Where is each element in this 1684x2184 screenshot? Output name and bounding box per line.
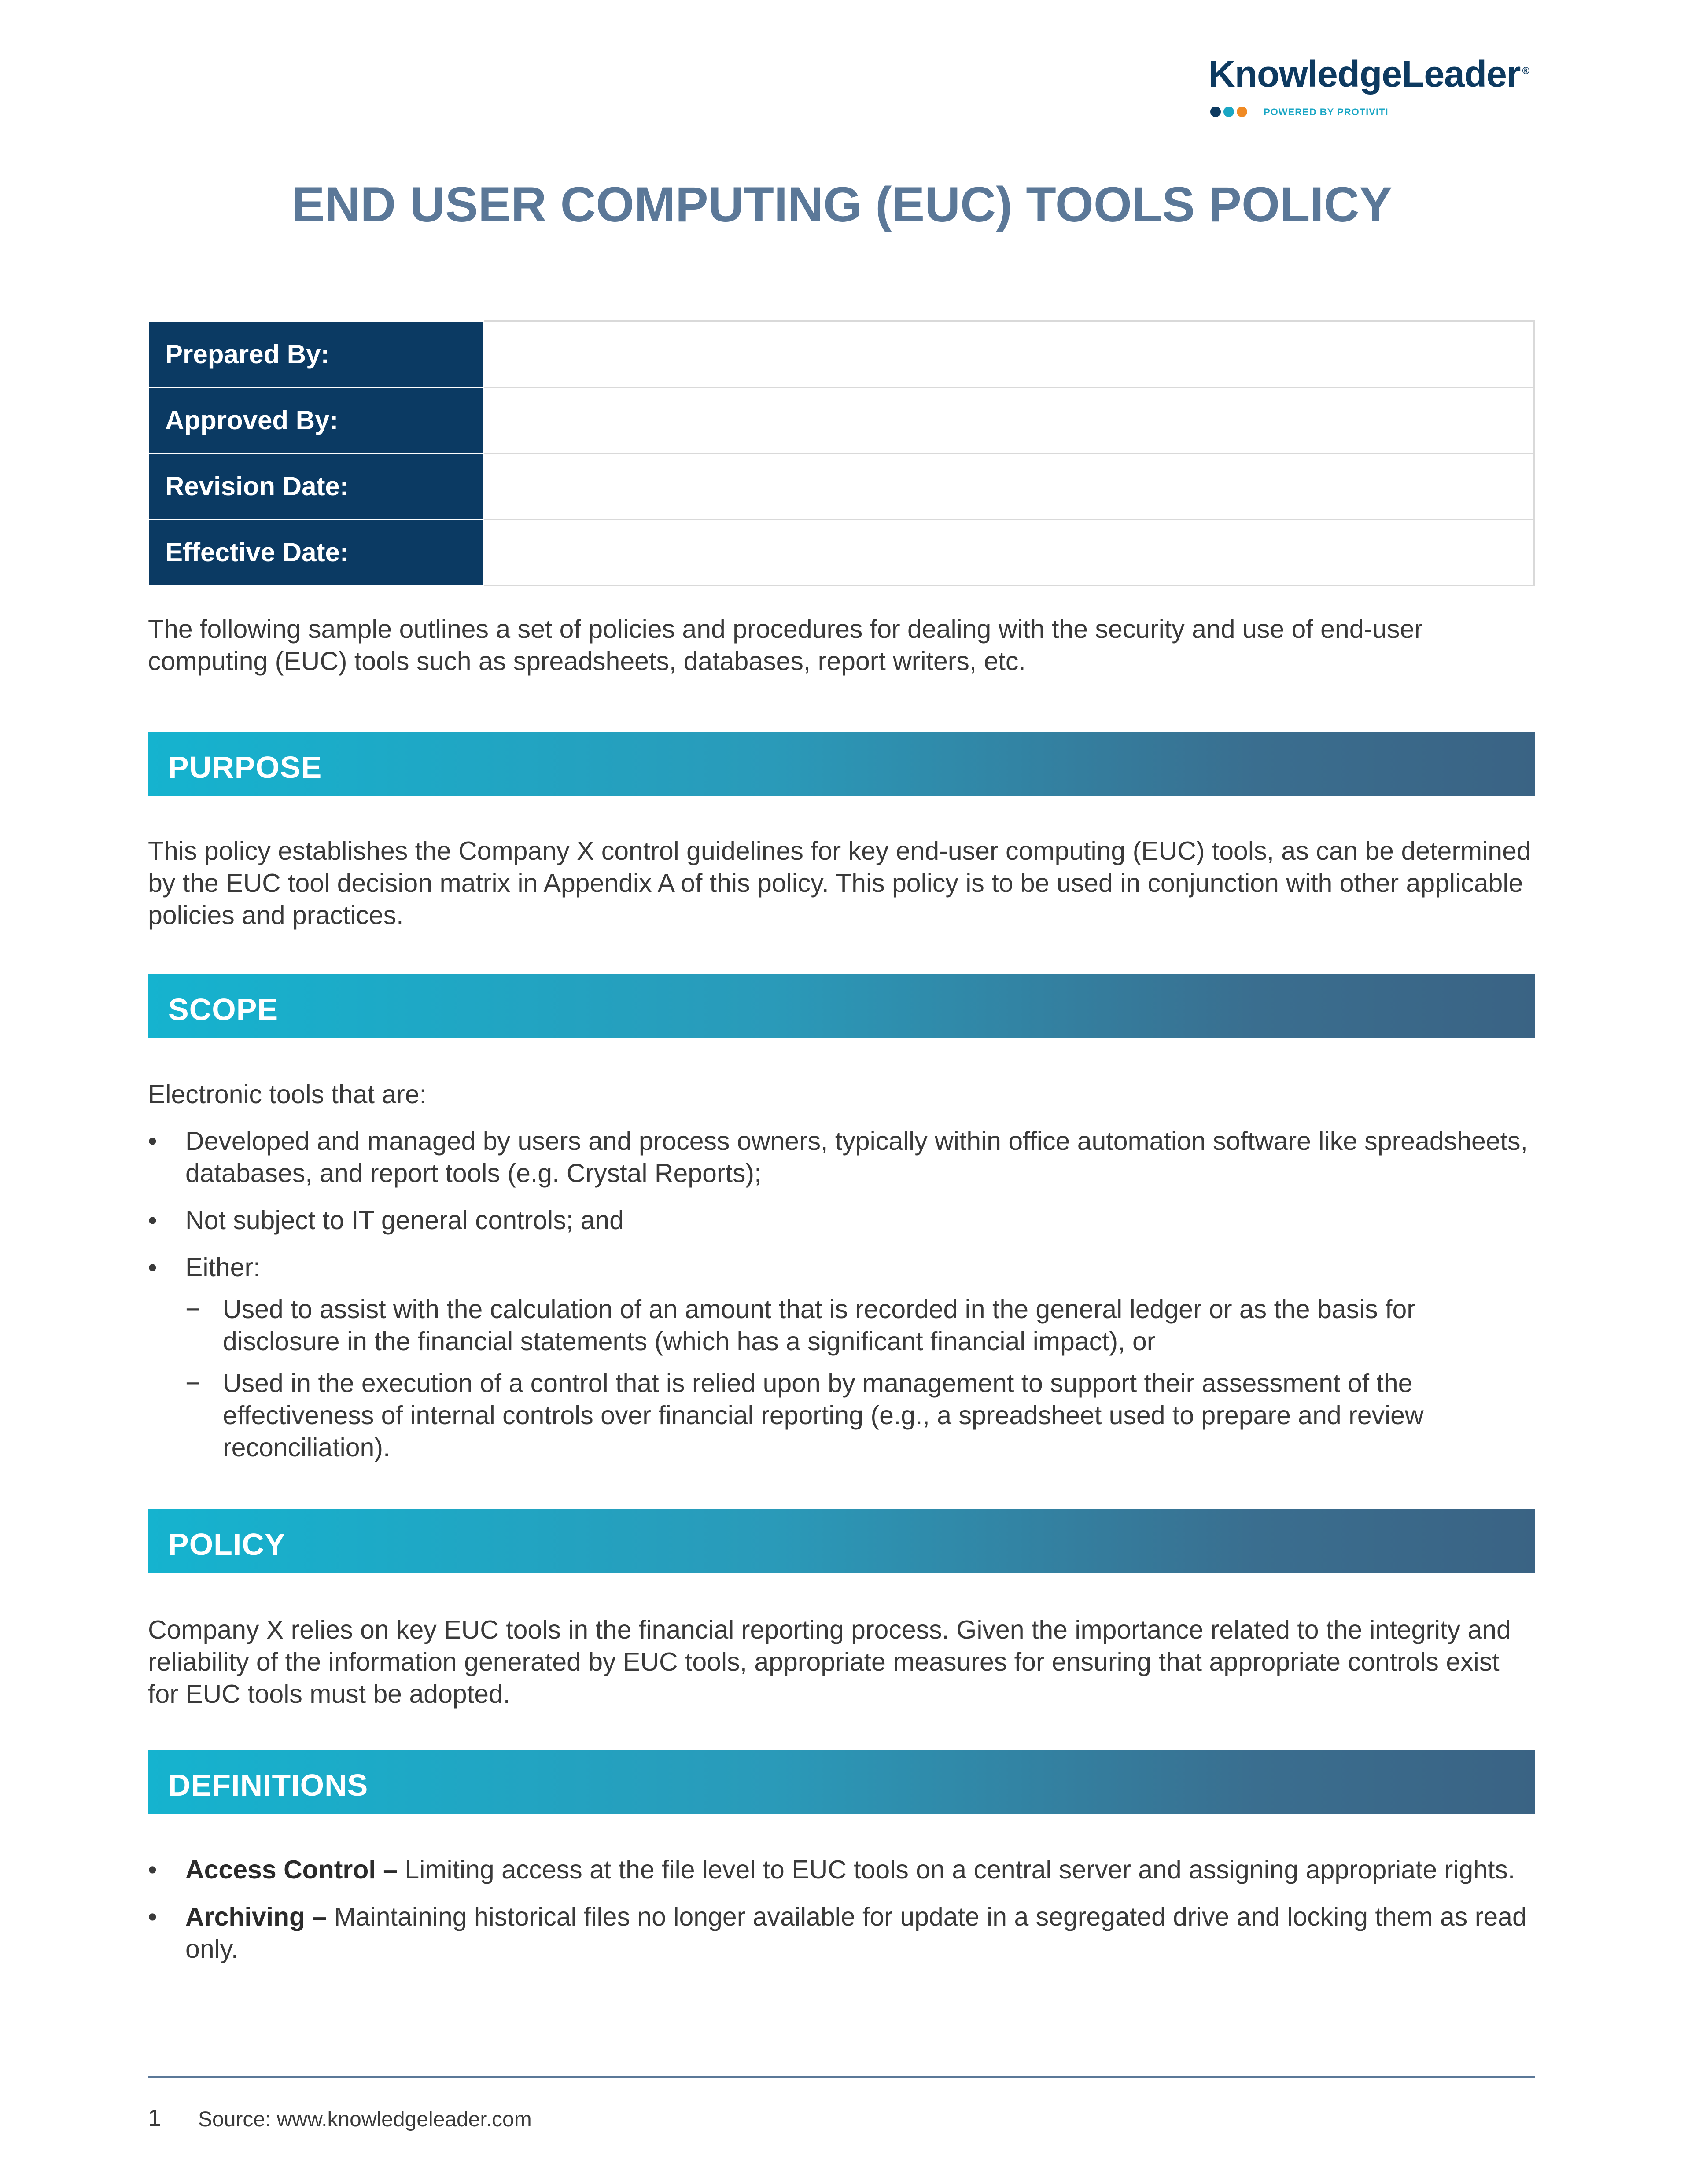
document-title: END USER COMPUTING (EUC) TOOLS POLICY (291, 177, 1393, 232)
definition-term: Archiving – (185, 1902, 327, 1931)
knowledgeleader-logo (1209, 53, 1534, 128)
logo-dot-teal (1223, 107, 1234, 117)
page-number: 1 (148, 2105, 162, 2131)
section-banner-policy (148, 1509, 1535, 1573)
definitions-list (148, 1854, 1535, 1965)
dash-icon: − (185, 1369, 201, 1398)
section-heading: DEFINITIONS (168, 1768, 368, 1802)
scope-list (148, 1125, 1535, 1464)
info-label: Approved By: (149, 387, 483, 453)
intro-paragraph: The following sample outlines a set of policies and procedures for dealing with the security and use of end-user computing (EUC) tools such as spreadsheets, databases, report writers, etc. (148, 615, 1423, 676)
bullet-icon: • (148, 1127, 157, 1156)
footer-divider (148, 2076, 1535, 2078)
purpose-paragraph: This policy establishes the Company X control guidelines for key end-user computing (EUC) tools, as can be determined by the EUC tool decision matrix in Appendix A of this policy. This policy is to be used in conjunction with other applicable policies and practices. (148, 836, 1531, 930)
list-item-text: Not subject to IT general controls; and (185, 1206, 624, 1235)
info-value-approved-by[interactable] (483, 387, 1534, 453)
info-row-revision-date (149, 453, 1534, 519)
section-banner-definitions (148, 1750, 1535, 1814)
definition-item (148, 1854, 1535, 1886)
bullet-icon: • (148, 1253, 157, 1282)
section-banner-purpose (148, 732, 1535, 796)
sub-list-item-text: Used in the execution of a control that is relied upon by management to support their assessment of the effectiveness of internal controls over financial reporting (e.g., a spreadsheet used to prepare and review reconciliation). (223, 1369, 1424, 1462)
info-row-effective-date (149, 519, 1534, 586)
section-banner-scope (148, 974, 1535, 1038)
info-value-revision-date[interactable] (483, 453, 1534, 519)
logo-wordmark (1209, 53, 1529, 96)
section-heading: SCOPE (168, 992, 279, 1027)
logo-registered-mark: ® (1522, 65, 1529, 76)
dash-icon: − (185, 1295, 201, 1324)
policy-paragraph: Company X relies on key EUC tools in the financial reporting process. Given the importance related to the integrity and reliability of the information generated by EUC tools, appropriate measures for ensuring that appropriate controls exist for EUC tools must be adopted. (148, 1615, 1511, 1709)
definition-item (148, 1901, 1535, 1965)
sub-list-item (148, 1293, 1535, 1358)
footer-source: Source: www.knowledgeleader.com (198, 2108, 532, 2131)
logo-dot-orange (1237, 107, 1247, 117)
bullet-icon: • (148, 1206, 157, 1235)
logo-tagline: POWERED BY PROTIVITI (1264, 107, 1389, 118)
bullet-icon: • (148, 1855, 157, 1884)
document-info-table (148, 320, 1535, 586)
info-row-approved-by (149, 387, 1534, 453)
definition-term: Access Control – (185, 1855, 398, 1884)
definition-text: Limiting access at the file level to EUC tools on a central server and assigning appropriate rights. (398, 1855, 1515, 1884)
info-value-effective-date[interactable] (483, 519, 1534, 586)
list-item (148, 1125, 1535, 1190)
sub-list-item (148, 1367, 1535, 1464)
list-item-text: Developed and managed by users and process owners, typically within office automation software like spreadsheets, databases, and report tools (e.g. Crystal Reports); (185, 1127, 1528, 1188)
logo-dot-navy (1210, 107, 1221, 117)
sub-list-item-text: Used to assist with the calculation of an amount that is recorded in the general ledger or as the basis for disclosure in the financial statements (which has a significant financial impact), or (223, 1295, 1415, 1356)
section-heading: POLICY (168, 1527, 286, 1562)
logo-wordmark-text: KnowledgeLeader (1209, 53, 1521, 95)
info-value-prepared-by[interactable] (483, 321, 1534, 387)
list-item-text: Either: (185, 1253, 261, 1282)
info-label: Prepared By: (149, 321, 483, 387)
section-heading: PURPOSE (168, 750, 322, 784)
info-label: Revision Date: (149, 453, 483, 519)
scope-lead: Electronic tools that are: (148, 1080, 427, 1109)
logo-dots-icon (1210, 107, 1250, 120)
definition-text: Maintaining historical files no longer available for update in a segregated drive and locking them as read only. (185, 1902, 1527, 1963)
bullet-icon: • (148, 1902, 157, 1931)
info-row-prepared-by (149, 321, 1534, 387)
list-item (148, 1204, 1535, 1237)
list-item (148, 1252, 1535, 1284)
info-label: Effective Date: (149, 519, 483, 586)
